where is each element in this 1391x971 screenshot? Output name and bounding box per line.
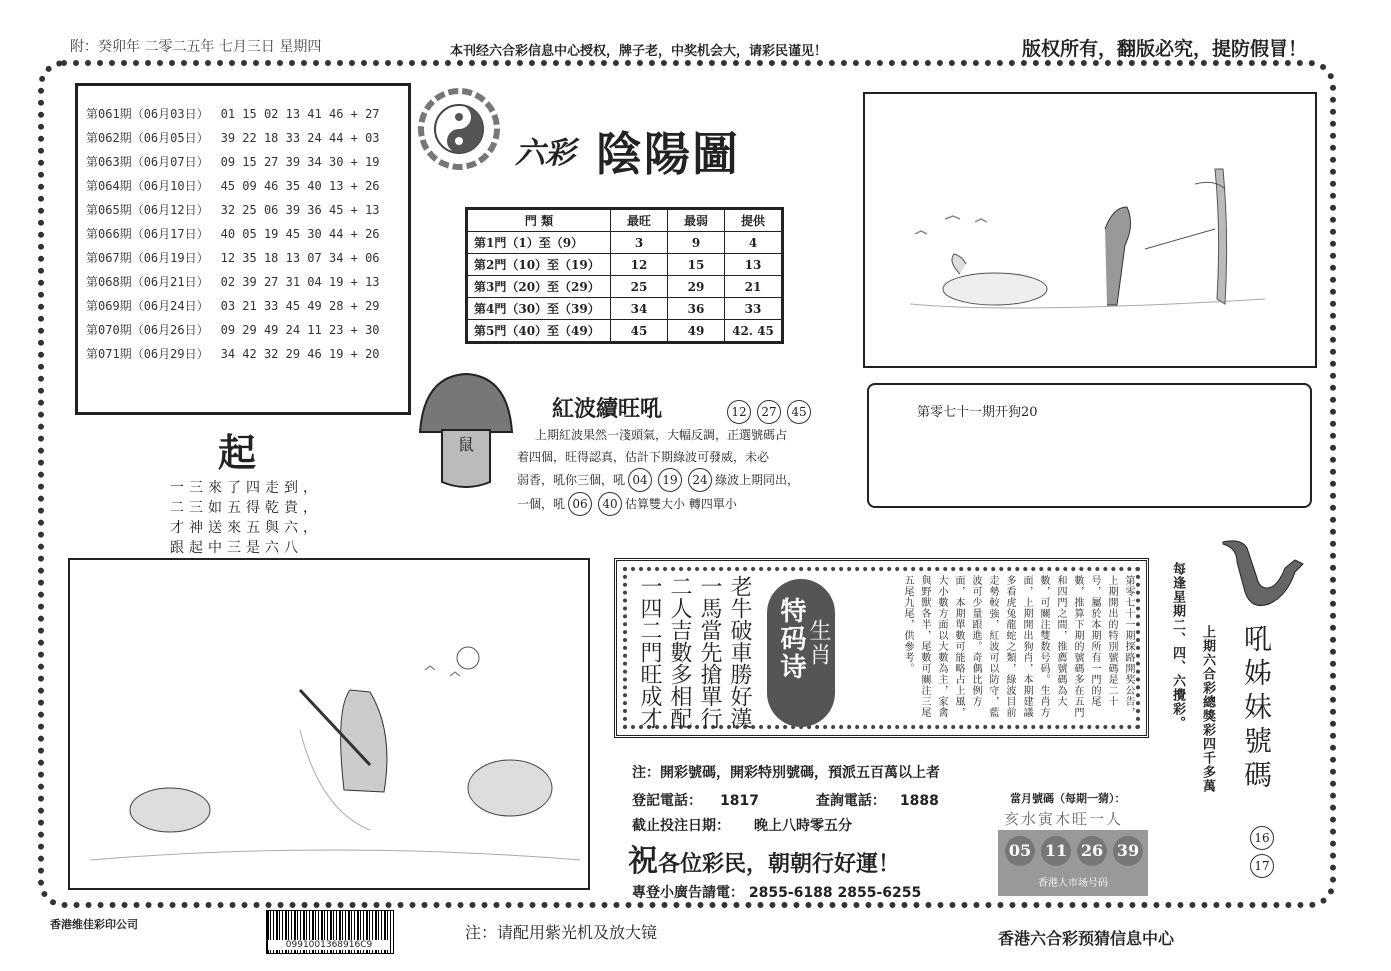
poem-lines bbox=[170, 478, 322, 558]
history-row bbox=[86, 318, 400, 342]
verse-column: 老牛破車勝好漢 bbox=[727, 575, 752, 729]
history-row bbox=[86, 102, 400, 126]
poem-line: 一三來了四走到， bbox=[170, 480, 322, 496]
header-date: 附：癸卯年 二零二五年 七月三日 星期四 bbox=[70, 39, 322, 55]
number-ball: 40 bbox=[598, 492, 622, 516]
sister-balls bbox=[1250, 826, 1280, 882]
red-wave-line3a: 弱香，吼你三個，吼 bbox=[517, 473, 626, 487]
weekly-note: 每逢星期二、四、六攪彩。 bbox=[1170, 562, 1185, 730]
query-value: 1888 bbox=[899, 793, 939, 809]
history-row bbox=[86, 174, 400, 198]
door-row bbox=[467, 254, 783, 276]
door-row bbox=[467, 298, 783, 320]
history-date: （06月17日） bbox=[131, 227, 209, 241]
door-cell: 4 bbox=[725, 232, 783, 254]
history-numbers: 34 42 32 29 46 19 + 20 bbox=[220, 347, 380, 361]
title-small: 六彩 bbox=[515, 136, 575, 171]
number-ball: 27 bbox=[757, 400, 781, 424]
door-row bbox=[467, 276, 783, 298]
number-ball: 05 bbox=[1005, 836, 1035, 866]
door-cell: 第4門（30）至（39） bbox=[467, 298, 611, 320]
door-cell: 25 bbox=[611, 276, 668, 298]
ad-text: 專登小廣告請電： 2855-6188 2855-6255 bbox=[632, 885, 922, 901]
number-ball: 19 bbox=[658, 468, 682, 492]
door-header: 最弱 bbox=[668, 209, 725, 232]
door-header: 最旺 bbox=[611, 209, 668, 232]
badge-main: 特码诗 bbox=[776, 597, 806, 681]
illustration-old-man bbox=[68, 558, 590, 890]
door-cell: 42. 45 bbox=[725, 320, 783, 343]
lucky-subtitle: 亥水寅木旺一人 bbox=[1004, 810, 1124, 828]
footer-center: 香港六合彩预猜信息中心 bbox=[998, 929, 1175, 948]
history-period: 第069期 bbox=[86, 299, 132, 313]
history-date: （06月03日） bbox=[131, 107, 209, 121]
history-period: 第070期 bbox=[86, 323, 132, 337]
history-row bbox=[86, 270, 400, 294]
history-row bbox=[86, 342, 400, 366]
red-wave-line4b: 估算雙大小 轉四單小 bbox=[625, 497, 737, 511]
red-wave-title: 紅波續旺吼 bbox=[552, 396, 663, 422]
verse-box bbox=[614, 558, 1149, 738]
poem-badge bbox=[767, 579, 835, 727]
door-row bbox=[467, 320, 783, 343]
number-ball: 39 bbox=[1113, 836, 1143, 866]
history-date: （06月19日） bbox=[131, 251, 209, 265]
mushroom-label: 鼠 bbox=[458, 435, 475, 454]
verse-column: 二人吉數多相配 bbox=[667, 575, 692, 729]
door-cell: 33 bbox=[725, 298, 783, 320]
poem-line: 二三如五得乾貴， bbox=[170, 500, 322, 516]
history-period: 第066期 bbox=[86, 227, 132, 241]
deadline-label: 截止投注日期： bbox=[632, 818, 730, 834]
badge-sub: 生肖 bbox=[806, 619, 831, 667]
reg-label: 登記電話： bbox=[632, 793, 702, 809]
header-notice: 本刊经六合彩信息中心授权，牌子老，中奖机会大，请彩民谨见！ bbox=[450, 44, 828, 59]
door-cell: 第2門（10）至（19） bbox=[467, 254, 611, 276]
prediction-note: 第零七十一期开狗20 bbox=[917, 405, 1038, 420]
lucky-title: 當月號碼（每期一猜）： bbox=[1010, 792, 1126, 805]
info-note: 注：開彩號碼，開彩特別號碼，預派五百萬以上者 bbox=[632, 765, 940, 781]
history-row bbox=[86, 294, 400, 318]
number-ball: 06 bbox=[568, 492, 592, 516]
prediction-box bbox=[867, 383, 1312, 508]
door-cell: 3 bbox=[611, 232, 668, 254]
history-row bbox=[86, 246, 400, 270]
history-period: 第071期 bbox=[86, 347, 132, 361]
door-cell: 21 bbox=[725, 276, 783, 298]
door-cell: 49 bbox=[668, 320, 725, 343]
red-wave-line2: 着四個，旺得認真，估計下期綠波可發威，未必 bbox=[517, 450, 770, 464]
history-numbers: 02 39 27 31 04 19 + 13 bbox=[220, 275, 380, 289]
door-cell: 12 bbox=[611, 254, 668, 276]
history-numbers: 12 35 18 13 07 34 + 06 bbox=[220, 251, 380, 265]
door-cell: 13 bbox=[725, 254, 783, 276]
lucky-balls bbox=[1002, 836, 1146, 866]
door-header: 提供 bbox=[725, 209, 783, 232]
reg-value: 1817 bbox=[720, 793, 759, 809]
header-copyright: 版权所有，翻版必究，提防假冒！ bbox=[1022, 38, 1308, 60]
red-wave-line1: 上期紅波果然一淺頭氣，大幅反調，正選號碼占 bbox=[535, 428, 788, 442]
red-wave-text bbox=[517, 424, 867, 516]
history-numbers: 09 15 27 39 34 30 + 19 bbox=[220, 155, 380, 169]
door-cell: 36 bbox=[668, 298, 725, 320]
lucky-footer: 香港人市场号码 bbox=[1038, 878, 1108, 889]
history-period: 第062期 bbox=[86, 131, 132, 145]
history-period: 第065期 bbox=[86, 203, 132, 217]
history-numbers: 39 22 18 33 24 44 + 03 bbox=[220, 131, 380, 145]
printer-name: 香港维佳彩印公司 bbox=[50, 918, 138, 931]
number-ball: 24 bbox=[688, 468, 712, 492]
door-cell: 9 bbox=[668, 232, 725, 254]
number-ball: 12 bbox=[727, 400, 751, 424]
title-main: 陰陽圖 bbox=[596, 127, 740, 181]
poem-line: 跟起中三是六八 bbox=[170, 540, 303, 556]
history-numbers: 40 05 19 45 30 44 + 26 bbox=[220, 227, 380, 241]
history-date: （06月07日） bbox=[131, 155, 209, 169]
red-wave-line3b: 綠波上期同出， bbox=[715, 473, 800, 487]
illustration-horse bbox=[863, 92, 1317, 368]
history-numbers: 03 21 33 45 49 28 + 29 bbox=[220, 299, 380, 313]
saxophone-icon bbox=[1215, 540, 1310, 612]
door-cell: 34 bbox=[611, 298, 668, 320]
sister-title: 吼姊妹號碼 bbox=[1240, 624, 1273, 794]
history-date: （06月05日） bbox=[131, 131, 209, 145]
prize-note: 上期六合彩總獎彩四千多萬 bbox=[1200, 625, 1215, 793]
deadline-value: 晚上八時零五分 bbox=[754, 818, 852, 834]
history-period: 第063期 bbox=[86, 155, 132, 169]
door-cell: 第3門（20）至（29） bbox=[467, 276, 611, 298]
door-row bbox=[467, 232, 783, 254]
lucky-panel bbox=[998, 830, 1148, 896]
history-date: （06月12日） bbox=[131, 203, 209, 217]
history-row bbox=[86, 222, 400, 246]
door-cell: 45 bbox=[611, 320, 668, 343]
history-date: （06月21日） bbox=[131, 275, 209, 289]
history-list bbox=[86, 102, 400, 366]
query-label: 查詢電話： bbox=[815, 793, 886, 809]
mushroom-icon bbox=[416, 370, 516, 495]
sister-ball: 16 bbox=[1250, 826, 1274, 850]
history-date: （06月10日） bbox=[131, 179, 209, 193]
poem-line: 才神送來五與六， bbox=[170, 520, 322, 536]
blessing-big: 祝 bbox=[628, 844, 658, 879]
number-ball: 04 bbox=[628, 468, 652, 492]
history-date: （06月29日） bbox=[131, 347, 209, 361]
history-row bbox=[86, 126, 400, 150]
red-wave-balls bbox=[724, 400, 814, 424]
door-cell: 29 bbox=[668, 276, 725, 298]
door-header: 門 類 bbox=[467, 209, 611, 232]
sister-ball: 17 bbox=[1250, 854, 1274, 878]
history-row bbox=[86, 198, 400, 222]
history-numbers: 45 09 46 35 40 13 + 26 bbox=[220, 179, 380, 193]
history-panel bbox=[75, 83, 411, 415]
blessing-text: 各位彩民，朝朝行好運！ bbox=[658, 852, 901, 877]
red-wave-line4a: 一個，吼 bbox=[517, 497, 566, 511]
uv-note: 注：请配用紫光机及放大镜 bbox=[465, 923, 658, 942]
yinyang-icon bbox=[418, 88, 500, 170]
history-period: 第068期 bbox=[86, 275, 132, 289]
history-numbers: 01 15 02 13 41 46 + 27 bbox=[220, 107, 380, 121]
history-date: （06月26日） bbox=[131, 323, 209, 337]
history-period: 第061期 bbox=[86, 107, 132, 121]
number-ball: 11 bbox=[1041, 836, 1071, 866]
verse-column: 一馬當先搶單行 bbox=[697, 575, 722, 729]
door-table bbox=[465, 207, 784, 344]
door-cell: 第1門（1）至（9） bbox=[467, 232, 611, 254]
number-ball: 26 bbox=[1077, 836, 1107, 866]
poem-title: 起 bbox=[218, 430, 257, 475]
history-period: 第064期 bbox=[86, 179, 132, 193]
history-date: （06月24日） bbox=[131, 299, 209, 313]
verse-fine-text: 第零七十一期探路開奖公告，上期開出的特別號碼是二十号，屬於本期所有一門的尾數，推算下期的號碼多在五門和四門之間，推薦號碼為大數，可關注雙数号码。生肖方面，上期開出狗肖，本期建議多看虎兔龍蛇之類，綠波目前走勢較強，紅波可以防守，藍波可少量跟進。奇偶比例方面，本期單數可能略占上風，大小數方面以大數為主，家禽與野獸各半，尾數可關注三尾五尾九尾，供參考。 bbox=[902, 575, 1134, 718]
number-ball: 45 bbox=[787, 400, 811, 424]
barcode-number: 0991001368916C9 bbox=[268, 940, 390, 950]
history-numbers: 09 29 49 24 11 23 + 30 bbox=[220, 323, 380, 337]
verse-column: 一四二門旺成才 bbox=[637, 575, 662, 729]
door-cell: 15 bbox=[668, 254, 725, 276]
history-numbers: 32 25 06 39 36 45 + 13 bbox=[220, 203, 380, 217]
door-cell: 第5門（40）至（49） bbox=[467, 320, 611, 343]
history-row bbox=[86, 150, 400, 174]
history-period: 第067期 bbox=[86, 251, 132, 265]
